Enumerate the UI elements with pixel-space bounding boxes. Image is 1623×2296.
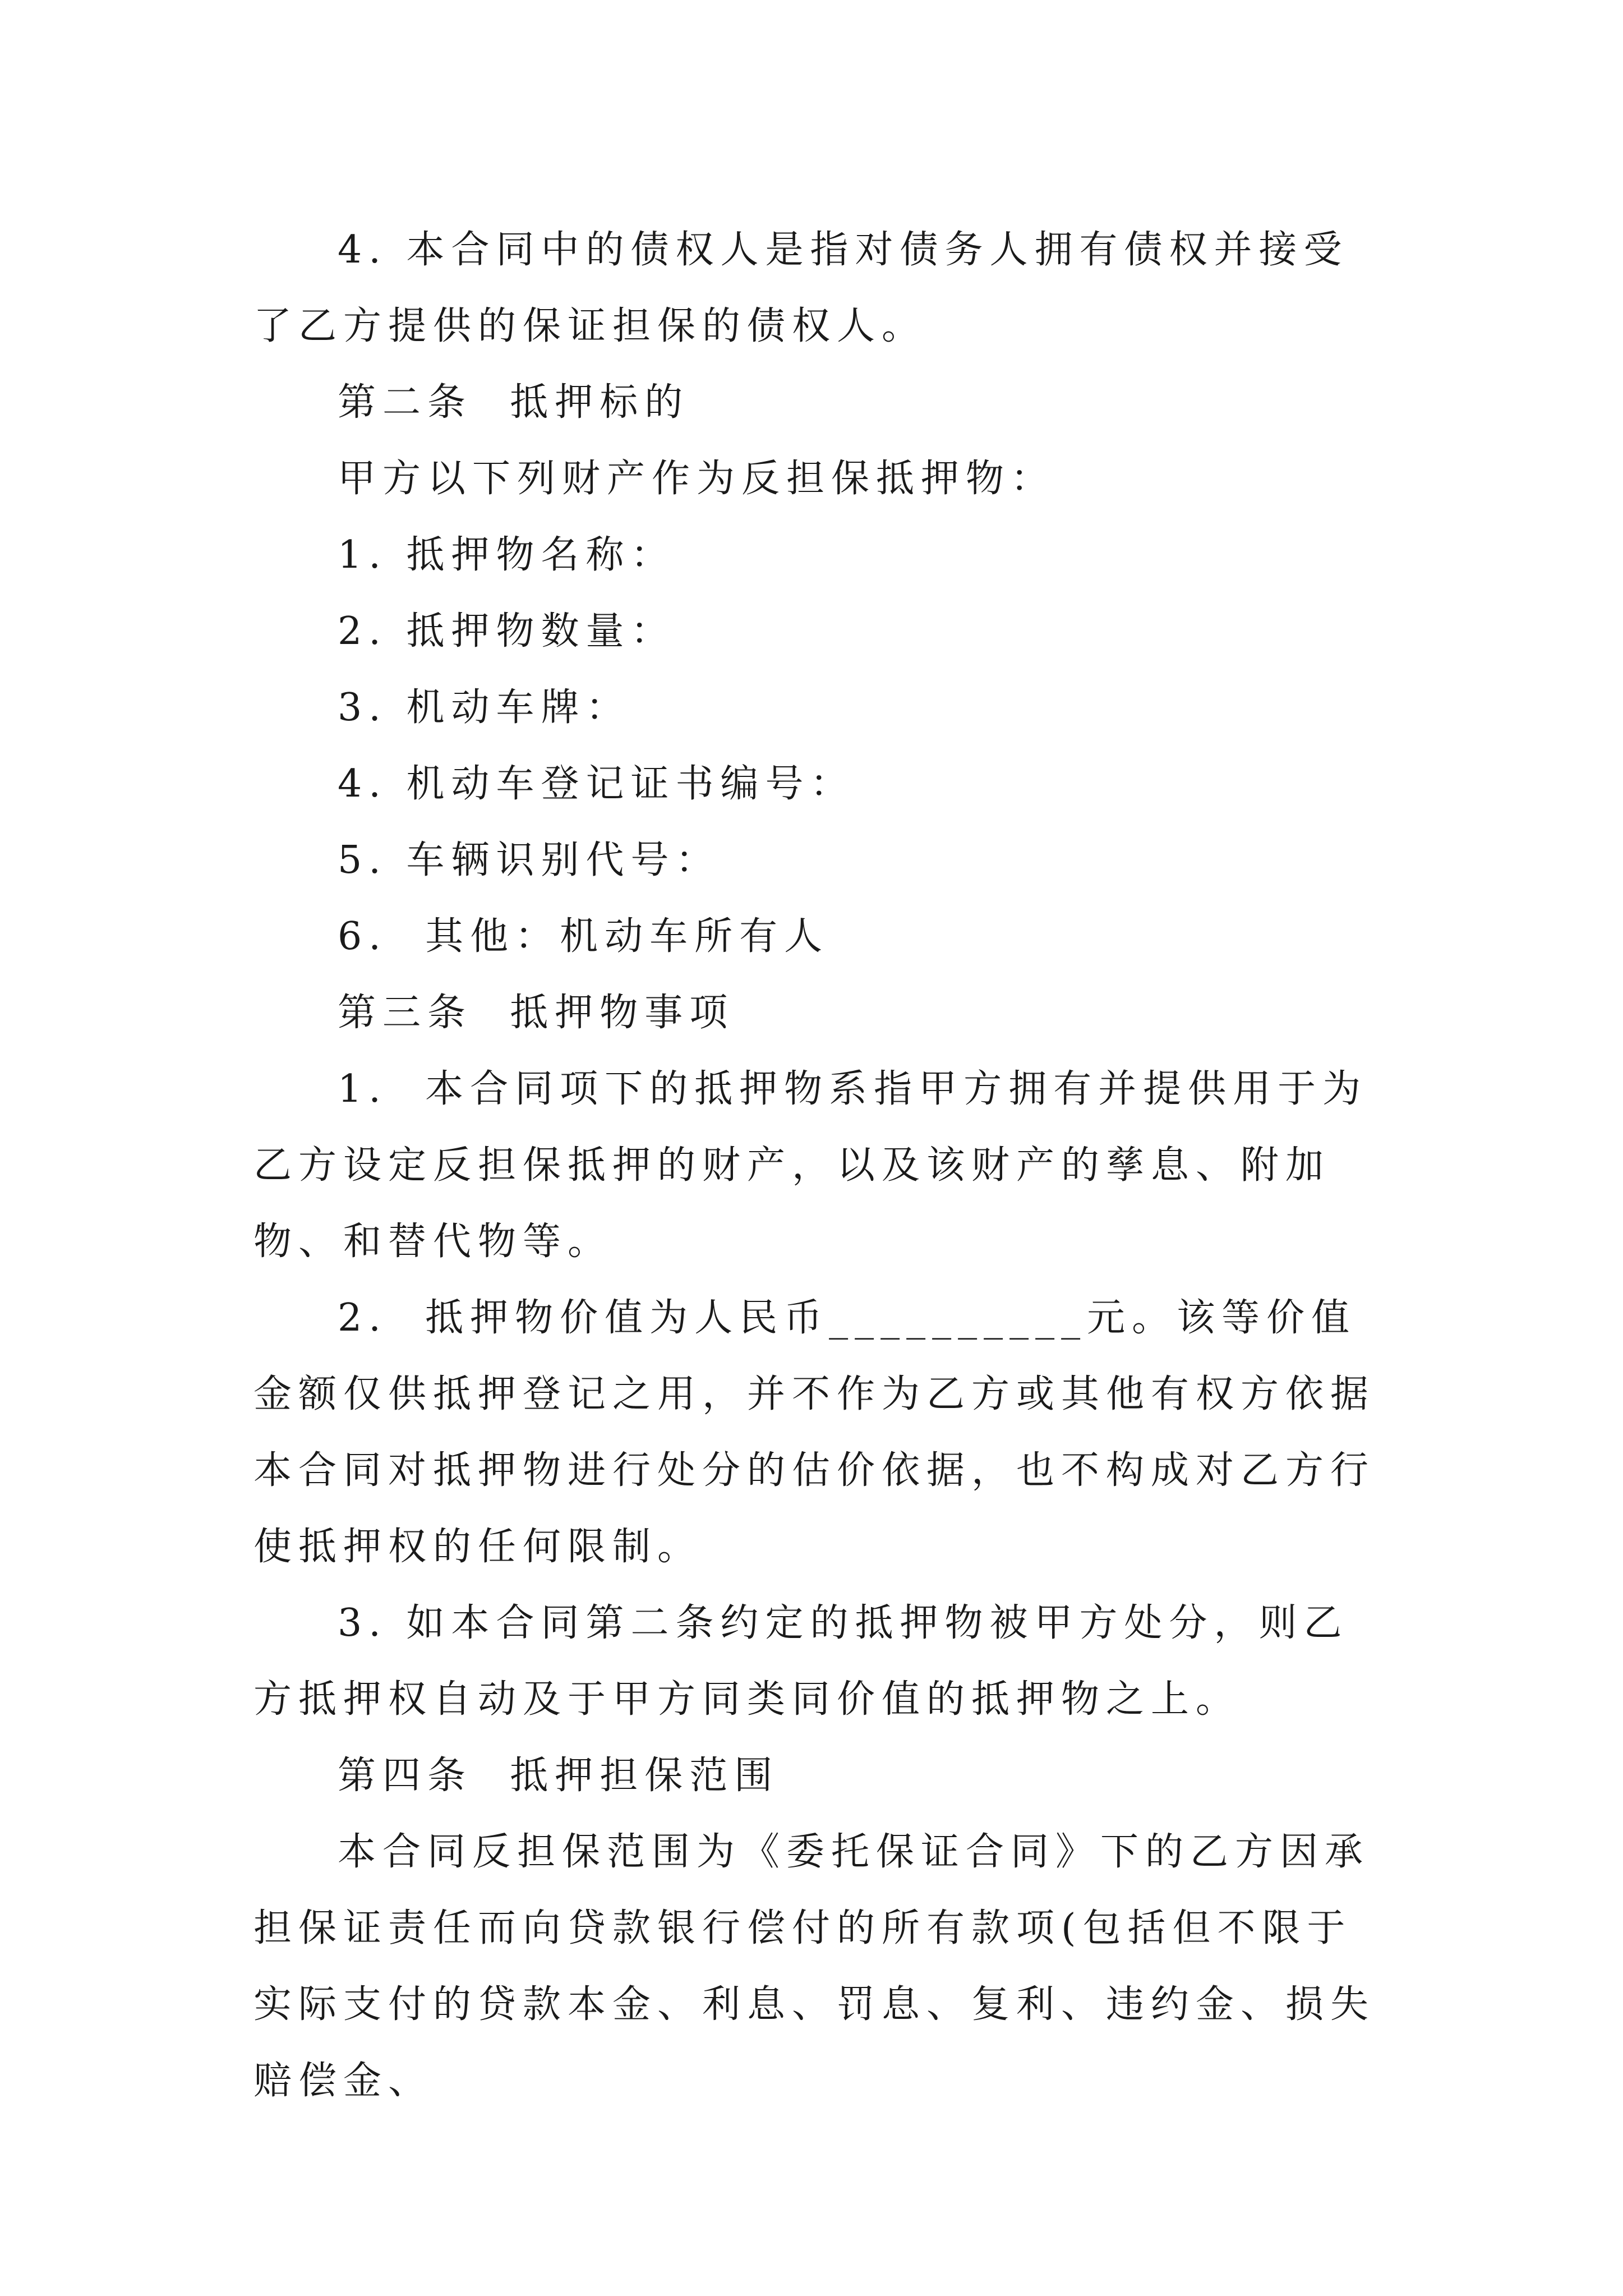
paragraph-clause-1-4: 4. 本合同中的债权人是指对债务人拥有债权并接受了乙方提供的保证担保的债权人。 xyxy=(253,228,1349,348)
paragraph-clause-3-3: 3. 如本合同第二条约定的抵押物被甲方处分，则乙方抵押权自动及于甲方同类同价值的抵押物之上。 xyxy=(253,1601,1349,1722)
heading-article-2: 第二条 抵押标的 xyxy=(338,380,690,425)
paragraph-article-4-scope: 本合同反担保范围为《委托保证合同》下的乙方因承担保证责任而向贷款银行偿付的所有款项(包括但不限于实际支付的贷款本金、利息、罚息、复利、违约金、损失赔偿金、 xyxy=(253,1830,1376,2103)
paragraph-clause-3-1: 1. 本合同项下的抵押物系指甲方拥有并提供用于为乙方设定反担保抵押的财产，以及该财产的孳息、附加物、和替代物等。 xyxy=(253,1067,1368,1264)
heading-article-3: 第三条 抵押物事项 xyxy=(338,991,735,1035)
list-item-license-plate: 3. 机动车牌： xyxy=(338,685,631,730)
list-item-other-owner: 6. 其他：机动车所有人 xyxy=(338,914,829,959)
document-body xyxy=(253,212,1375,2119)
list-item-registration-number: 4. 机动车登记证书编号： xyxy=(338,762,855,806)
list-item-collateral-name: 1. 抵押物名称： xyxy=(338,533,676,577)
list-item-collateral-quantity: 2. 抵押物数量： xyxy=(338,609,676,654)
list-item-vin: 5. 车辆识别代号： xyxy=(338,838,721,882)
paragraph-collateral-intro: 甲方以下列财产作为反担保抵押物： xyxy=(338,457,1056,501)
heading-article-4: 第四条 抵押担保范围 xyxy=(338,1754,780,1798)
paragraph-clause-3-2: 2. 抵押物价值为人民币__________元。该等价值金额仅供抵押登记之用，并不作为乙方或其他有权方依据本合同对抵押物进行处分的估价依据，也不构成对乙方行使抵押权的任何限制。 xyxy=(253,1296,1376,1569)
